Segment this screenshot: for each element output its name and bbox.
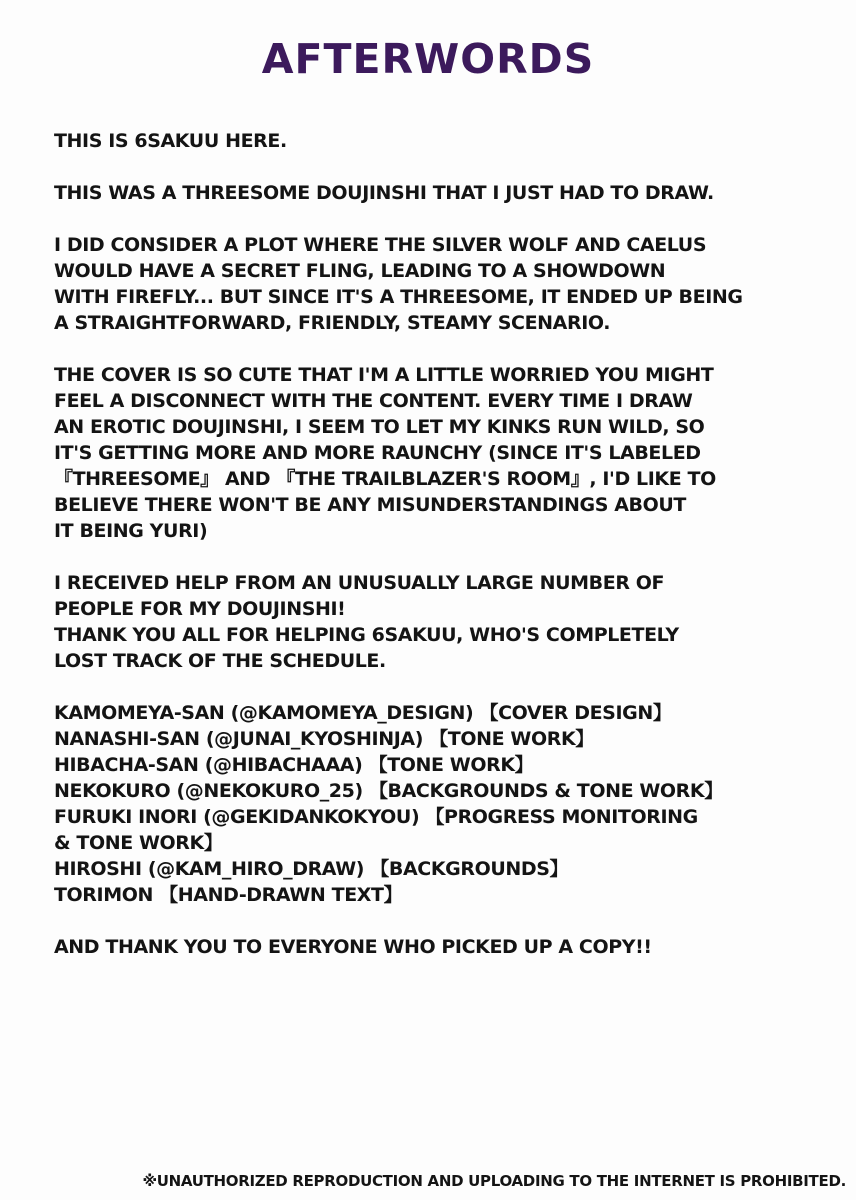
text-line: WOULD HAVE A SECRET FLING, LEADING TO A SHOWDOWN (54, 260, 666, 282)
text-line: I RECEIVED HELP FROM AN UNUSUALLY LARGE NUMBER OF (54, 572, 665, 594)
paragraph-credits (54, 700, 844, 908)
credit-line: NEKOKURO (@NEKOKURO_25) 【BACKGROUNDS & TONE WORK】 (54, 780, 723, 802)
credit-line: FURUKI INORI (@GEKIDANKOKYOU) 【PROGRESS MONITORING (54, 806, 698, 828)
text-line: IT BEING YURI) (54, 520, 208, 542)
credit-line: TORIMON 【HAND-DRAWN TEXT】 (54, 884, 403, 906)
credit-line: HIROSHI (@KAM_HIRO_DRAW) 【BACKGROUNDS】 (54, 858, 569, 880)
credit-line: & TONE WORK】 (54, 832, 223, 854)
paragraph-closing (54, 934, 844, 960)
text-line: PEOPLE FOR MY DOUJINSHI! (54, 598, 346, 620)
text-line: IT'S GETTING MORE AND MORE RAUNCHY (SINCE IT'S LABELED (54, 442, 701, 464)
text-line: AN EROTIC DOUJINSHI, I SEEM TO LET MY KINKS RUN WILD, SO (54, 416, 705, 438)
credit-line: HIBACHA-SAN (@HIBACHAAA) 【TONE WORK】 (54, 754, 534, 776)
text-line: THE COVER IS SO CUTE THAT I'M A LITTLE WORRIED YOU MIGHT (54, 364, 714, 386)
paragraph-plot (54, 232, 844, 336)
text-line: FEEL A DISCONNECT WITH THE CONTENT. EVERY TIME I DRAW (54, 390, 693, 412)
text-line: BELIEVE THERE WON'T BE ANY MISUNDERSTANDINGS ABOUT (54, 494, 686, 516)
credit-line: KAMOMEYA-SAN (@KAMOMEYA_DESIGN) 【COVER DESIGN】 (54, 702, 672, 724)
text-line: WITH FIREFLY... BUT SINCE IT'S A THREESOME, IT ENDED UP BEING (54, 286, 743, 308)
paragraph-thanks (54, 570, 844, 674)
text-line: 『THREESOME』 AND 『THE TRAILBLAZER'S ROOM』, I'D LIKE TO (54, 468, 716, 490)
text-line: I DID CONSIDER A PLOT WHERE THE SILVER WOLF AND CAELUS (54, 234, 707, 256)
text-line: THIS IS 6SAKUU HERE. (54, 130, 287, 152)
page-title: AFTERWORDS (261, 35, 595, 83)
text-line: THANK YOU ALL FOR HELPING 6SAKUU, WHO'S COMPLETELY (54, 624, 679, 646)
text-line: THIS WAS A THREESOME DOUJINSHI THAT I JUST HAD TO DRAW. (54, 182, 714, 204)
copyright-notice: ※UNAUTHORIZED REPRODUCTION AND UPLOADING TO THE INTERNET IS PROHIBITED. (142, 1172, 846, 1190)
credit-line: NANASHI-SAN (@JUNAI_KYOSHINJA) 【TONE WORK】 (54, 728, 594, 750)
text-line: LOST TRACK OF THE SCHEDULE. (54, 650, 386, 672)
paragraph-purpose (54, 180, 844, 206)
afterword-body (54, 128, 844, 986)
paragraph-cover (54, 362, 844, 544)
text-line: A STRAIGHTFORWARD, FRIENDLY, STEAMY SCENARIO. (54, 312, 611, 334)
text-line: AND THANK YOU TO EVERYONE WHO PICKED UP A COPY!! (54, 936, 652, 958)
paragraph-intro (54, 128, 844, 154)
